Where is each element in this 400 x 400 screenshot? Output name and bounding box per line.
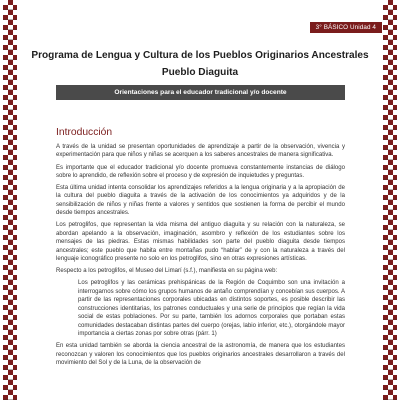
paragraph: Es importante que el educador tradicional y/o docente promueva constantemente instancias de diálogo sobre lo aprendido, de reflexión sobre el proceso y de expresión de inquietudes y preguntas.	[56, 164, 345, 179]
paragraph: En esta unidad también se aborda la ciencia ancestral de la astronomía, de manera que los estudiantes reconozcan y valoren los conocimientos que los pueblos originarios ancestrales desarrollaron a través del movimiento del Sol y de la Luna, de la observación de	[56, 343, 345, 366]
paragraph: Respecto a los petroglifos, el Museo del Limarí (s.f.), manifiesta en su página web:	[56, 268, 278, 275]
block-quote: Los petroglifos y las cerámicas prehispánicas de la Región de Coquimbo son una invitación a interrogarnos sobre cómo los grupos humanos de antaño comprendían y concebían sus cuerpos. A partir de las representaciones corporales ubicadas en distintos soportes, es posible describir las construcciones identitarias, los patrones conductuales y una serie de principios que regían la vida social de estas poblaciones. Por su parte, también los adornos corporales que portaban estas comunidades destacaban distintas partes del cuerpo (orejas, labio inferior, etc.), otorgándole mayor importancia a ciertas zonas por sobre otras (párr. 1)	[78, 280, 345, 338]
section-banner: Orientaciones para el educador tradicional y/o docente	[56, 85, 345, 100]
program-title: Programa de Lengua y Cultura de los Pueblos Originarios Ancestrales	[31, 50, 369, 61]
paragraph: A través de la unidad se presentan oportunidades de aprendizaje a partir de la observación, vivencia y experimentación para que niños y niñas se acerquen a los saberes ancestrales de manera significativa.	[56, 144, 345, 159]
section-heading: Introducción	[56, 127, 113, 138]
people-title: Pueblo Diaguita	[161, 67, 239, 78]
paragraph: Los petroglifos, que representan la vida misma del antiguo diaguita y su relación con la naturaleza, se abordan apelando a la observación, imaginación, asombro y reflexión de los estudiantes sobre los mensajes de las piedras. Estas mismas habilidades son parte del pueblo diaguita desde tiempos ancestrales; este pueblo que habita entre montañas pudo “hablar” de y con la naturaleza a través del lenguaje iconográfico presente no solo en los petroglifos, sino en otras expresiones artísticas.	[56, 222, 345, 263]
unit-badge: 3° BÁSICO Unidad 4	[310, 22, 382, 33]
paragraph: Esta última unidad intenta consolidar los aprendizajes referidos a la lengua originaria y a la apropiación de la cultura del pueblo diaguita a través de la activación de los conocimientos ya adquiridos y de la sensibilización de niños y niñas frente a valores y sentidos que sostienen la forma de percibir el mundo desde tiempos ancestrales.	[56, 185, 345, 217]
document-body	[56, 143, 345, 371]
